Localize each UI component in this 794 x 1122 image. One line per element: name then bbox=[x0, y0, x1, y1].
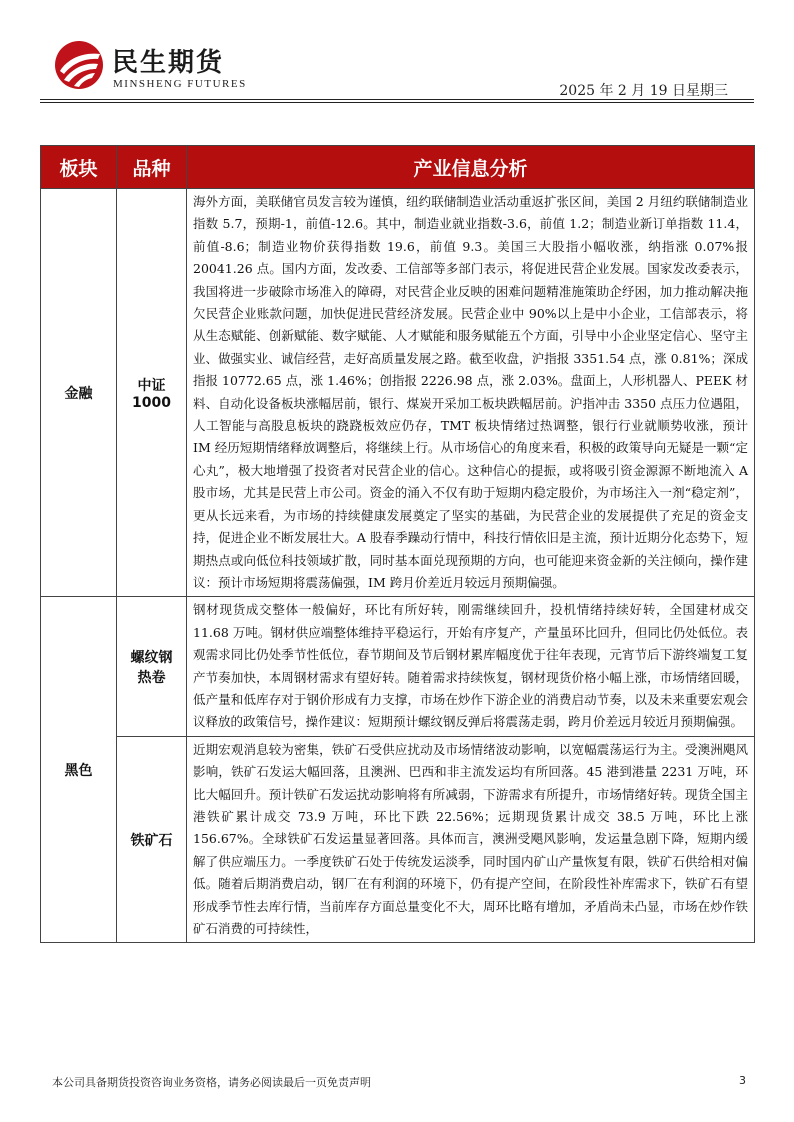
table-row bbox=[41, 736, 755, 943]
column-header-sector: 板块 bbox=[41, 146, 117, 189]
table-header-row bbox=[41, 146, 755, 189]
minsheng-logo-icon bbox=[54, 40, 104, 90]
page-number: 3 bbox=[739, 1074, 746, 1087]
column-header-analysis: 产业信息分析 bbox=[187, 146, 755, 189]
variety-cell-csi1000 bbox=[117, 189, 187, 597]
report-date: 2025 年 2 月 19 日星期三 bbox=[559, 83, 728, 99]
table-row bbox=[41, 597, 755, 736]
header-rule bbox=[40, 99, 754, 100]
sector-cell-finance: 金融 bbox=[41, 189, 117, 597]
analysis-text-iron-ore: 近期宏观消息较为密集，铁矿石受供应扰动及市场情绪波动影响，以宽幅震荡运行为主。受澳洲飓风影响，铁矿石发运大幅回落，且澳洲、巴西和非主流发运均有所回落。45 港到港量 2231 万吨，环比大幅回升。预计铁矿石发运扰动影响将有所减弱，下游需求有所提升，市场情绪好转。现货全国主港铁矿累计成交 73.9 万吨，环比下跌 22.56%；远期现货累计成交 38.5 万吨，环比上涨 156.67%。全球铁矿石发运量显著回落。具体而言，澳洲受飓风影响，发运量急剧下降，短期内缓解了供应端压力。一季度铁矿石处于传统发运淡季，同时国内矿山产量恢复有限，铁矿石供给相对偏低。随着后期消费启动，钢厂在有利润的环境下，仍有提产空间，在阶段性补库需求下，铁矿石有望形成季节性去库行情，当前库存方面总量变化不大，周环比略有增加，矛盾尚未凸显，市场在炒作铁矿石消费的可持续性， bbox=[187, 736, 755, 943]
variety-label: 中证 1000 bbox=[132, 377, 171, 411]
table-row bbox=[41, 189, 755, 597]
column-header-variety: 品种 bbox=[117, 146, 187, 189]
page-header bbox=[0, 0, 794, 110]
sector-cell-ferrous: 黑色 bbox=[41, 597, 117, 943]
analysis-text-csi1000: 海外方面，美联储官员发言较为谨慎，纽约联储制造业活动重返扩张区间，美国 2 月纽约联储制造业指数 5.7，预期-1，前值-12.6。其中，制造业就业指数-3.6，前值 1.2；制造业新订单指数 11.4，前值-8.6；制造业物价获得指数 19.6，前值 9.3。美国三大股指小幅收涨，纳指涨 0.07%报 20041.26 点。国内方面，发改委、工信部等多部门表示，将促进民营企业发展。国家发改委表示，我国将进一步破除市场准入的障碍，对民营企业反映的困难问题精准施策助企纾困，加力推动解决拖欠民营企业账款问题，加快促进民营经济发展。民营企业中 90%以上是中小企业，工信部表示，将从生态赋能、创新赋能、数字赋能、人才赋能和服务赋能五个方面，引导中小企业坚定信心、坚守主业、做强实业、诚信经营，走好高质量发展之路。截至收盘，沪指报 3351.54 点，涨 0.81%；深成指报 10772.65 点，涨 1.46%；创指报 2226.98 点，涨 2.03%。盘面上，人形机器人、PEEK 材料、自动化设备板块涨幅居前，银行、煤炭开采加工板块跌幅居前。沪指冲击 3350 点压力位遇阻，人工智能与高股息板块的跷跷板效应仍存，TMT 板块情绪过热调整，银行行业就顺势收涨，预计 IM 经历短期情绪释放调整后，将继续上行。从市场信心的角度来看，积极的政策导向无疑是一颗“定心丸”，极大地增强了投资者对民营企业的信心。这种信心的提振，或将吸引资金源源不断地流入 A 股市场，尤其是民营上市公司。资金的涌入不仅有助于短期内稳定股价，为市场注入一剂“稳定剂”，更从长远来看，为市场的持续健康发展奠定了坚实的基础，为民营企业的发展提供了充足的资金支持，促进企业不断发展壮大。A 股春季躁动行情中，科技行情依旧是主流，预计近期分化态势下，短期热点或向低位科技领域扩散，同时基本面兑现预期的方向，也可能迎来资金新的关注倾向，操作建议：预计市场短期将震荡偏强，IM 跨月价差近月较远月预期偏强。 bbox=[187, 189, 755, 597]
industry-info-table bbox=[40, 145, 755, 943]
header-rule bbox=[40, 102, 754, 103]
variety-cell-rebar-hrc bbox=[117, 597, 187, 736]
footer-disclaimer: 本公司具备期货投资咨询业务资格，请务必阅读最后一页免责声明 bbox=[52, 1076, 371, 1089]
brand-name-en: MINSHENG FUTURES bbox=[113, 78, 247, 90]
analysis-text-rebar-hrc: 钢材现货成交整体一般偏好，环比有所好转，刚需继续回升，投机情绪持续好转，全国建材成交 11.68 万吨。钢材供应端整体维持平稳运行，开始有序复产，产量虽环比回升，但同比仍处低位。表观需求同比仍处季节性低位，春节期间及节后钢材累库幅度优于往年表现，元宵节后下游终端复工复产节奏加快，本周钢材需求有望好转。随着需求持续恢复，钢材现货价格小幅上涨，市场情绪回暖，低产量和低库存对于钢价形成有力支撑，市场在炒作下游企业的消费启动节奏，以及未来重要宏观会议释放的政策信号，操作建议：短期预计螺纹钢反弹后将震荡走弱，跨月价差远月较近月预期偏强。 bbox=[187, 597, 755, 736]
brand-name-cn: 民生期货 bbox=[112, 48, 225, 78]
variety-cell-iron-ore: 铁矿石 bbox=[117, 736, 187, 943]
variety-label: 螺纹钢 热卷 bbox=[130, 649, 173, 686]
